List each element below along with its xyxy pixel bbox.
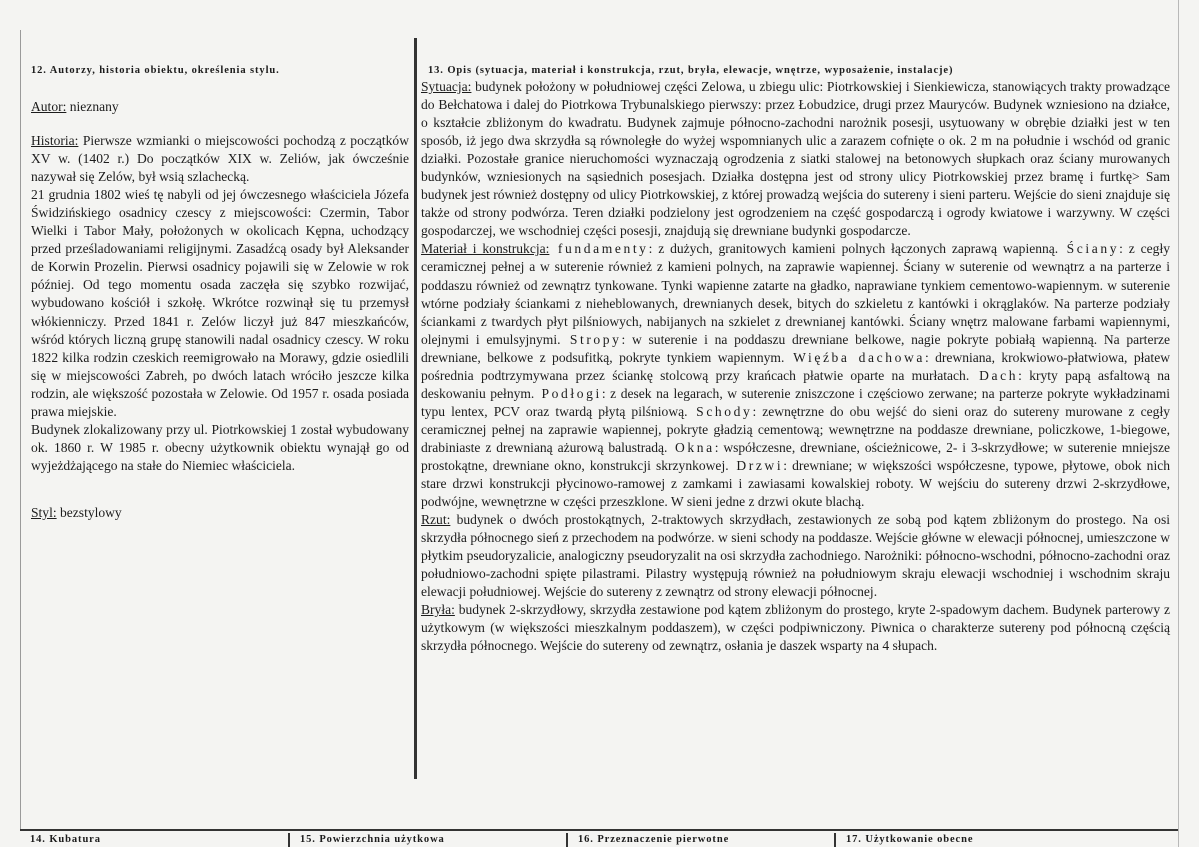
- sytuacja-label: Sytuacja:: [421, 79, 472, 94]
- dach-label: Dach: [969, 367, 1019, 383]
- wiezba-text: : drewniana, krokwiowo-płatwiowa, płatew pośrednia podtrzymywana przez ściankę stolcową przy krańcach płatwie oparte na murłatach.: [421, 349, 1170, 383]
- history-column: [31, 98, 409, 522]
- historia-paragraph: [31, 132, 409, 186]
- footer-cell-uzytkowanie: 17. Użytkowanie obecne: [834, 833, 1178, 847]
- drzwi-text: : drewniane; w większości współczesne, typowe, płytowe, obok nich stare drzwi konstrukcji płycinowo-ramowej z zamkami i zawiasami kowalskiej roboty. W wejściu do sutereny drzwi 2-skrzydłowe, podwójne, wewnętrzne w części przeszklone. W sieni jedne z drzwi okute blachą.: [421, 457, 1170, 510]
- styl-value: bezstylowy: [56, 504, 122, 520]
- footer-table: [20, 829, 1178, 847]
- bryla-paragraph: [421, 601, 1170, 655]
- bryla-label: Bryła:: [421, 602, 455, 618]
- historia-text-1: Pierwsze wzmianki o miejscowości pochodzą z początków XV w. (1402 r.) Do początków XIX w. Zeliów, jak ówcześnie nazywał się Zelów, był wsią szlachecką.: [31, 133, 409, 185]
- rzut-paragraph: [421, 511, 1170, 601]
- okna-text: : współczesne, drewniane, ościeżnicowe, 2- i 3-skrzydłowe; w suterenie mniejsze prostokątne, drewniane okno, konstrukcji skrzynkowej.: [421, 439, 1170, 473]
- sciany-text: : z cegły ceramicznej pełnej a w suterenie również z kamieni polnych, na zaprawie wapiennej. Ściany w suterenie od wewnątrz a na parterze i poddaszu również od zewnątrz tynkowane. Tynki wapienne zatarte na gładko, naprawiane tynkiem cementowo-wapiennym. w suterenie wtórne podziały ściankami z nieheblowanych, drewnianych desek, bitych do szkieletu z kantówki i okrąglaków. Na parterze podziały ściankami z twardych płyt pilśniowych, nabijanych na szkielet z drewnianej kantówki. Ściany wnętrz malowane farbami wapiennymi, olejnymi i emulsyjnymi.: [421, 241, 1170, 347]
- stropy-label: Stropy: [560, 331, 622, 347]
- historia-text-2: 21 grudnia 1802 wieś tę nabyli od jej ówczesnego właściciela Józefa Świdzińskiego osadnicy czescy z miejscowości: Czermin, Tabor Wielki i Tabor Mały, położonych w okolicach Kępna, uchodzący przed prześladowaniami religijnymi. Zasadźcą osady był Aleksander de Korwin Prozelin. Pierwsi osadnicy pojawili się w Zelowie w rok później. Od tego momentu osada zaczęła się szybko rozwijać, wybudowano kościół i szkołę. Wkrótce rozwinął się tu przemysł włókienniczy. Przed 1841 r. Zelów liczył już 847 mieszkańców, wśród których liczną grupę stanowili nadal osadnicy czescy. W roku 1822 kilka rodzin czeskich reemigrowało na Morawy, gdzie osiedlili się w miejscowości Zabreh, po dwóch latach wróciło jeszcze kilka rodzin, ale większość pozostała w Zelowie. Od 1957 r. osada posiada prawa miejskie.: [31, 187, 409, 419]
- section-13-heading: 13. Opis (sytuacja, materiał i konstrukcja, rzut, bryła, elewacje, wnętrze, wyposażenie, instalacje): [428, 65, 954, 76]
- description-column: [421, 78, 1170, 656]
- autor-paragraph: [31, 98, 409, 116]
- frame-line-right: [1178, 0, 1179, 847]
- schody-label: Schody: [687, 403, 753, 419]
- column-divider: [414, 38, 417, 779]
- fundamenty-text: : z dużych, granitowych kamieni polnych łączonych zaprawą wapienną.: [648, 241, 1059, 257]
- rzut-label: Rzut:: [421, 512, 451, 528]
- historia-text-3: Budynek zlokalizowany przy ul. Piotrkowskiej 1 został wybudowany ok. 1860 r. W 1985 r. obecny użytkownik obiektu wynajął go od wyjeżdżającego na stałe do Niemiec właściciela.: [31, 421, 409, 473]
- footer-cell-powierzchnia: 15. Powierzchnia użytkowa: [288, 833, 566, 847]
- footer-cell-kubatura: 14. Kubatura: [30, 834, 101, 845]
- podlogi-text: : z desek na legarach, w suterenie zniszczone i częściowo zerwane; na parterze pokryte wykładzinami typu lentex, PCV oraz twardą płytą pilśniową.: [421, 385, 1170, 419]
- rzut-text: budynek o dwóch prostokątnych, 2-traktowych skrzydłach, zestawionych ze sobą pod kątem zbliżonym do prostego. Na osi skrzydła północnego sień z przechodem na podwórze. w sieni schody na poddasze. Wejście główne w elewacji północnej, umieszczone w płytkim pseudoryzalicie, analogiczny pseudoryzalit na osi skrzydła zachodniego. Narożniki: północno-wschodni, północno-zachodni oraz południowo-zachodni spięte pilastrami. Pilastry występują również na południowym skraju elewacji wschodniej i wschodnim skraju elewacji południowej. Wejście do sutereny z zewnątrz od strony elewacji północnej.: [421, 512, 1170, 600]
- section-12-heading: 12. Autorzy, historia obiektu, określenia stylu.: [31, 65, 280, 76]
- footer-cell-przeznaczenie: 16. Przeznaczenie pierwotne: [566, 833, 834, 847]
- historia-label: Historia:: [31, 133, 79, 149]
- autor-value: nieznany: [66, 99, 119, 114]
- stropy-text: : w suterenie i na poddaszu drewniane belkowe, nagie pokryte pobiałą wapienną. Na parterze drewniane, belkowe z podsufitką, pokryte tynkiem wapiennym.: [421, 331, 1170, 365]
- schody-text: : zewnętrzne do obu wejść do sieni oraz do sutereny murowane z cegły ceramicznej pełnej na zaprawie wapiennej, pokryte gładzią cementową; wewnętrzne na poddasze drewniane, policzkowe, 1-biegowe, drabiniaste z drewnianą ażurową balustradą.: [421, 403, 1170, 455]
- sytuacja-text: budynek położony w południowej części Zelowa, u zbiegu ulic: Piotrkowskiej i Sienkiewicza, stanowiących trakty prowadzące do Bełchatowa i dalej do Piotrkowa Trybunalskiego pierwszy: przez Łobudzice, drugi przez Mauryców. Budynek wzniesiono na działce, o kształcie zbliżonym do kwadratu. Budynek zajmuje północno-zachodni narożnik posesji, usytuowany w obrębie działki jest w ten sposób, iż jego dwa skrzydła są równoległe do wyżej wspomnianych ulic a zarazem cofnięte o ok. 2 m na południe i wschód od granic działki. Pozostałe granice nieruchomości wyznaczają ogrodzenia z siatki stalowej na betonowych słupkach oraz ściany murowanych budynków, wzniesionych na sąsiednich posesjach. Działka dostępna jest od strony ulicy Piotrkowskiej przez bramę i furtkę> Sam budynek jest również dostępny od ulicy Piotrkowskiej, z której prowadzą wejścia do sutereny i sieni parteru. Wejście do sieni znajduje się także od strony podwórza. Teren działki podzielony jest ogrodzeniem na część gospodarczą i ogrody kwiatowe i warzywny. W części gospodarczej, we wschodniej części posesji, znajdują się drewniane budynki gospodarcze.: [421, 79, 1170, 239]
- autor-label: Autor:: [31, 99, 67, 114]
- podlogi-label: Podłogi: [534, 385, 602, 401]
- fundamenty-label: fundamenty: [549, 241, 649, 257]
- sciany-label: Ściany: [1058, 241, 1120, 257]
- dach-text: : kryty papą asfaltową na deskowaniu pełnym.: [421, 367, 1171, 401]
- material-paragraph: [421, 240, 1170, 511]
- drzwi-label: Drzwi: [728, 457, 784, 473]
- wiezba-label: Więźba dachowa: [784, 349, 925, 365]
- material-label: Materiał i konstrukcja:: [421, 241, 550, 257]
- styl-label: Styl:: [31, 504, 57, 520]
- okna-label: Okna: [667, 439, 715, 455]
- bryla-text: budynek 2-skrzydłowy, skrzydła zestawione pod kątem zbliżonym do prostego, kryte 2-spadowym dachem. Budynek parterowy z użytkowym (w większości mieszkalnym poddaszem), w części podpiwniczony. Piwnica o charakterze sutereny pod północną częścią skrzydła północnego. Wejście do sutereny od zewnątrz, osłania je daszek wsparty na 4 słupach.: [421, 602, 1170, 654]
- sytuacja-paragraph: [421, 78, 1170, 240]
- styl-paragraph: [31, 504, 409, 522]
- frame-line-left: [20, 30, 21, 830]
